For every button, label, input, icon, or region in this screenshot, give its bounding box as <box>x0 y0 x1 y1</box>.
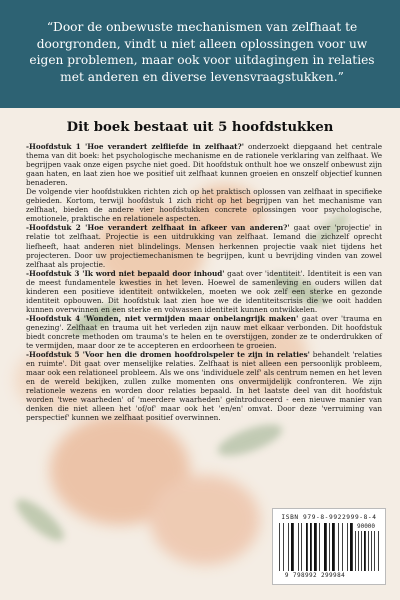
barcode-bar <box>342 523 343 571</box>
barcode-bar <box>378 531 379 571</box>
barcode-bar <box>358 531 359 571</box>
isbn-barcode <box>272 508 386 585</box>
barcode-bar <box>332 523 335 571</box>
chapter-2-title: -Hoofdstuk 2 'Hoe verandert zelfhaat in afkeer van anderen?' <box>26 223 290 233</box>
back-cover-quote: “Door de onbewuste mechanismen van zelfhaat te doorgronden, vindt u niet alleen oplossingen voor uw eigen problemen, maar ook voor uitdagingen in relaties met anderen en diverse levensvraagstukken.” <box>29 20 375 84</box>
barcode-bar <box>338 523 339 571</box>
barcode-bar <box>368 531 369 571</box>
chapter-1-title: -Hoofdstuk 1 'Hoe verandert zelfliefde in zelfhaat?' <box>26 142 244 151</box>
barcode-bar <box>347 523 348 571</box>
chapter-1-paragraph <box>26 142 382 187</box>
barcode-bar <box>291 523 294 571</box>
barcode-bar <box>279 523 280 571</box>
chapter-4-text: gaat over 'trauma en genezing'. Zelfhaat en trauma uit het verleden zijn nauw met elkaar verbonden. Dit hoofdstuk biedt concrete methoden om trauma's te helen en te overstijgen, zonder ze te onderdrukken of te vermijden, maar door ze te accepteren en erdoorheen te groeien. <box>26 313 383 351</box>
barcode-bar <box>350 523 353 571</box>
overview-paragraph <box>26 187 382 223</box>
barcode-bar <box>324 523 327 571</box>
chapter-3-text: gaat over 'identiteit'. Identiteit is een van de meest fundamentele kwesties in het leven. Hoewel de samenleving en ouders willen dat kinderen een positieve identiteit ontwikkelen, moeten we ook zelf een sterke en gezonde identiteit opbouwen. Dit hoofdstuk laat zien hoe we de identiteitscrisis die we ooit hadden kunnen overwinnen en een sterke en volwassen identiteit kunnen ontwikkelen. <box>26 268 382 314</box>
barcode-bar <box>329 523 330 571</box>
ean-digits: 9 798992 299984 <box>284 572 346 579</box>
barcode-bar <box>355 531 356 571</box>
barcode-bar <box>298 523 299 571</box>
chapter-2-text: gaat over 'projectie' in relatie tot zelfhaat. Projectie is een uitdrukking van zelfhaat. Iemand die zichzelf oprecht liefheeft, haat anderen niet blindelings. Mensen herkennen projectie vaak niet tijdens het projecteren. Door uw projectiemechanismen te begrijpen, kunt u bevrijding vinden van zowel zelfhaat als projectie. <box>26 223 382 269</box>
barcode-bar <box>371 531 372 571</box>
chapter-descriptions <box>26 142 382 422</box>
barcode-bar <box>310 523 312 571</box>
barcode-bar <box>306 523 308 571</box>
barcode-bar <box>319 523 320 571</box>
barcode-bar <box>288 523 289 571</box>
chapter-1-text: onderzoekt diepgaand het centrale thema van dit boek: het psychologische mechanisme en de rationele verklaring van zelfhaat. We begrijpen vaak onze eigen psyche niet goed. Dit hoofdstuk onthult hoe we onszelf onbewust zijn gaan haten, en laat zien hoe we positief uit zelfhaat kunnen groeien en onszelf objectief kunnen benaderen. <box>26 142 382 188</box>
overview-text: De volgende vier hoofdstukken richten zich op het praktisch oplossen van zelfhaat in specifieke gebieden. Kortom, terwijl hoofdstuk 1 zich richt op het begrijpen van het mechanisme van zelfhaat, bieden de andere vier hoofdstukken concrete oplossingen voor psychologische, emotionele, praktische en relationele aspecten. <box>26 187 382 224</box>
chapter-5-text: behandelt 'relaties en ruimte'. Dit gaat over menselijke relaties. Zelfhaat is niet alleen een persoonlijk probleem, maar ook een relationeel probleem. Als we ons 'individuele zelf' als centrum nemen en het leven en de wereld bekijken, zullen zulke momenten ons onvermijdelijk confronteren. We zijn relationele wezens en worden door relaties bepaald. In het laatste deel van dit hoofdstuk worden 'twee waarheden' of 'meerdere waarheden' geïntroduceerd - een nieuwe manier van denken die niet alleen het 'of/of' maar ook het 'en/en' omvat. Door deze 'verruiming van perspectief' kunnen we zelfhaat positief overwinnen. <box>26 350 383 423</box>
barcode-bar <box>314 523 317 571</box>
chapter-2-paragraph <box>26 223 382 268</box>
ean-barcode-bars <box>279 523 353 571</box>
chapters-heading: Dit boek bestaat uit 5 hoofdstukken <box>66 120 334 135</box>
isbn-label: ISBN 979-8-9922999-8-4 <box>281 514 377 521</box>
quote-banner <box>0 0 400 108</box>
chapter-4-paragraph <box>26 314 382 350</box>
barcode-bar <box>361 531 362 571</box>
price-addon-number: 90000 <box>356 523 376 530</box>
barcode-bar <box>374 531 375 571</box>
barcode-bar <box>364 531 366 571</box>
barcode-bar <box>301 523 302 571</box>
chapter-4-title: -Hoofdstuk 4 'Wonden, niet vermijden maar onbelangrijk maken' <box>26 313 299 323</box>
addon-barcode-bars <box>355 531 379 571</box>
chapter-5-title: -Hoofdstuk 5 'Voor hen die dromen hoofdrolspeler te zijn in relaties' <box>26 350 310 360</box>
chapter-5-paragraph <box>26 350 382 422</box>
chapter-3-paragraph <box>26 269 382 314</box>
chapter-3-title: -Hoofdstuk 3 'Ik word niet bepaald door inhoud' <box>26 268 225 278</box>
barcode-bar <box>283 523 284 571</box>
